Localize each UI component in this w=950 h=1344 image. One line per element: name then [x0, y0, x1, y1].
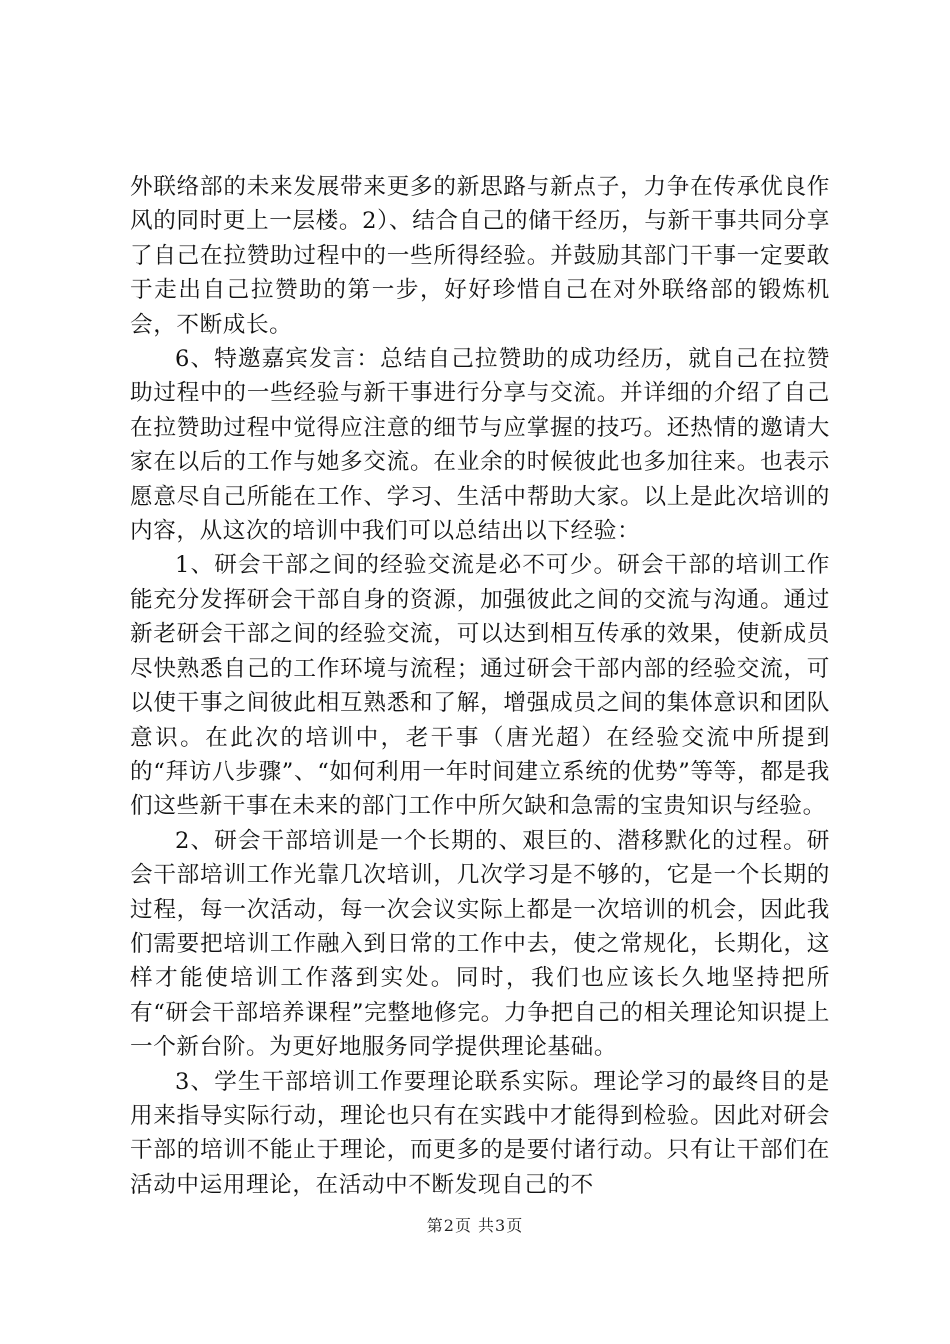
page-number-footer: 第2页 共3页: [426, 1216, 524, 1235]
document-body: [130, 170, 830, 1202]
paragraph-item-3: 3、学生干部培训工作要理论联系实际。理论学习的最终目的是用来指导实际行动，理论也只有在实践中才能得到检验。因此对研会干部的培训不能止于理论，而更多的是要付诸行动。只有让干部们在活动中运用理论，在活动中不断发现自己的不: [130, 1068, 830, 1198]
paragraph-item-1: 1、研会干部之间的经验交流是必不可少。研会干部的培训工作能充分发挥研会干部自身的资源，加强彼此之间的交流与沟通。通过新老研会干部之间的经验交流，可以达到相互传承的效果，使新成员尽快熟悉自己的工作环境与流程；通过研会干部内部的经验交流，可以使干事之间彼此相互熟悉和了解，增强成员之间的集体意识和团队意识。在此次的培训中，老干事（唐光超）在经验交流中所提到的“拜访八步骤”、“如何利用一年时间建立系统的优势”等等，都是我们这些新干事在未来的部门工作中所欠缺和急需的宝贵知识与经验。: [130, 552, 830, 820]
paragraph-continued: 外联络部的未来发展带来更多的新思路与新点子，力争在传承优良作风的同时更上一层楼。2）、结合自己的储干经历，与新干事共同分享了自己在拉赞助过程中的一些所得经验。并鼓励其部门干事一定要敢于走出自己拉赞助的第一步，好好珍惜自己在对外联络部的锻炼机会，不断成长。: [130, 174, 830, 338]
paragraph-item-2: 2、研会干部培训是一个长期的、艰巨的、潜移默化的过程。研会干部培训工作光靠几次培训，几次学习是不够的，它是一个长期的过程，每一次活动，每一次会议实际上都是一次培训的机会，因此我们需要把培训工作融入到日常的工作中去，使之常规化，长期化，这样才能使培训工作落到实处。同时，我们也应该长久地坚持把所有“研会干部培养课程”完整地修完。力争把自己的相关理论知识提上一个新台阶。为更好地服务同学提供理论基础。: [130, 827, 830, 1061]
paragraph-item-6: 6、特邀嘉宾发言：总结自己拉赞助的成功经历，就自己在拉赞助过程中的一些经验与新干事进行分享与交流。并详细的介绍了自己在拉赞助过程中觉得应注意的细节与应掌握的技巧。还热情的邀请大家在以后的工作与她多交流。在业余的时候彼此也多加往来。也表示愿意尽自己所能在工作、学习、生活中帮助大家。以上是此次培训的内容，从这次的培训中我们可以总结出以下经验：: [130, 346, 830, 545]
